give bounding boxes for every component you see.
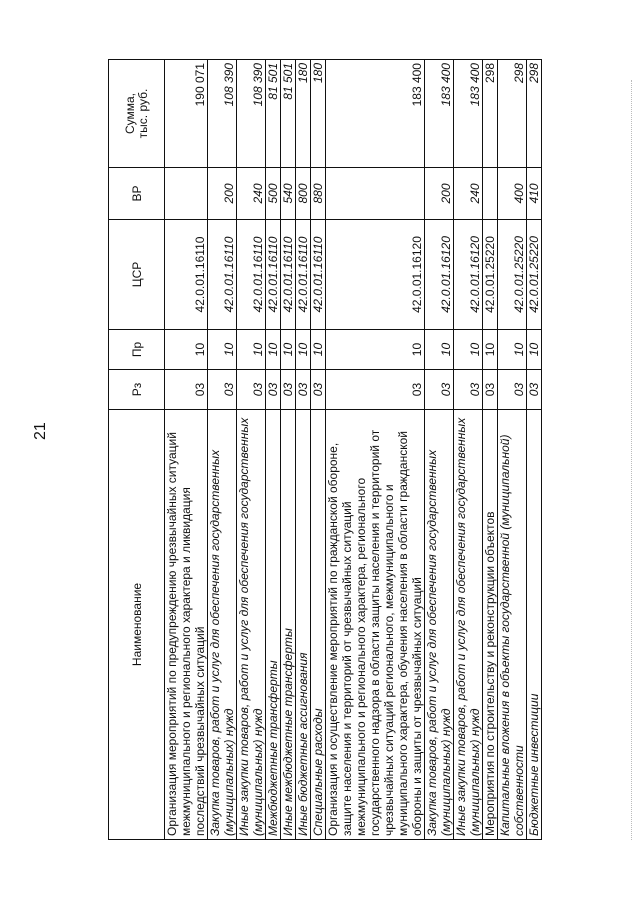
row-vr — [165, 168, 208, 220]
table-row — [208, 60, 237, 840]
row-sum: 108 390 — [237, 60, 266, 168]
row-vr: 540 — [281, 168, 296, 220]
row-csr: 42.0.01.16120 — [454, 220, 483, 330]
row-pr: 10 — [527, 330, 542, 370]
table-row — [483, 60, 498, 840]
row-vr: 410 — [527, 168, 542, 220]
row-csr: 42.0.01.16110 — [208, 220, 237, 330]
table-row — [266, 60, 281, 840]
table-row — [165, 60, 208, 840]
row-rz: 03 — [454, 370, 483, 410]
row-vr — [326, 168, 425, 220]
table-row — [296, 60, 311, 840]
header-pr: Пр — [109, 330, 165, 370]
row-sum: 183 400 — [454, 60, 483, 168]
budget-table — [108, 59, 542, 840]
row-vr — [483, 168, 498, 220]
row-name: Иные бюджетные ассигнования — [296, 410, 311, 840]
row-vr: 880 — [311, 168, 326, 220]
table-row — [425, 60, 454, 840]
header-sum-line2: тыс. руб. — [135, 88, 150, 139]
row-rz: 03 — [165, 370, 208, 410]
row-name: Иные межбюджетные трансферты — [281, 410, 296, 840]
row-csr: 42.0.01.25220 — [498, 220, 527, 330]
row-sum: 180 — [296, 60, 311, 168]
row-csr: 42.0.01.25220 — [527, 220, 542, 330]
header-sum-line1: Сумма, — [122, 92, 137, 135]
rotated-table-wrapper — [108, 60, 540, 840]
table-row — [527, 60, 542, 840]
row-name: Бюджетные инвестиции — [527, 410, 542, 840]
row-sum: 298 — [498, 60, 527, 168]
row-rz: 03 — [311, 370, 326, 410]
row-sum: 298 — [483, 60, 498, 168]
row-name: Специальные расходы — [311, 410, 326, 840]
row-csr: 42.0.01.16110 — [311, 220, 326, 330]
row-vr: 500 — [266, 168, 281, 220]
table-header-row — [109, 60, 165, 840]
row-sum: 81 501 — [266, 60, 281, 168]
table-row — [326, 60, 425, 840]
scan-edge-marks — [627, 80, 632, 840]
row-sum: 81 501 — [281, 60, 296, 168]
row-name: Организация мероприятий по предупреждению чрезвычайных ситуаций межмуниципального и регионального характера и ликвидация последствий чрезвычайных ситуаций — [165, 410, 208, 840]
row-name: Капитальные вложения в объекты государственной (муниципальной) собственности — [498, 410, 527, 840]
row-csr: 42.0.01.16120 — [425, 220, 454, 330]
row-rz: 03 — [425, 370, 454, 410]
row-name: Межбюджетные трансферты — [266, 410, 281, 840]
row-name: Иные закупки товаров, работ и услуг для обеспечения государственных (муниципальных) нужд — [237, 410, 266, 840]
header-sum — [109, 60, 165, 168]
header-vr: ВР — [109, 168, 165, 220]
row-csr: 42.0.01.16110 — [237, 220, 266, 330]
row-vr: 400 — [498, 168, 527, 220]
row-rz: 03 — [266, 370, 281, 410]
row-pr: 10 — [165, 330, 208, 370]
row-pr: 10 — [311, 330, 326, 370]
row-pr: 10 — [296, 330, 311, 370]
row-pr: 10 — [266, 330, 281, 370]
row-vr: 240 — [237, 168, 266, 220]
row-rz: 03 — [237, 370, 266, 410]
row-rz: 03 — [527, 370, 542, 410]
header-csr: ЦСР — [109, 220, 165, 330]
page-number: 21 — [32, 422, 49, 440]
row-pr: 10 — [454, 330, 483, 370]
row-name: Организация и осуществление мероприятий по гражданской обороне, защите населения и территорий от чрезвычайных ситуаций межмуниципального и регионального характера, регионального государственного надзора в области защиты населения и территорий от чрезвычайных ситуаций регионального, межмуниципального и муниципального характера, обучения населения в области гражданской обороны и защиты от чрезвычайных ситуаций — [326, 410, 425, 840]
row-csr: 42.0.01.16110 — [165, 220, 208, 330]
row-csr: 42.0.01.16110 — [281, 220, 296, 330]
row-sum: 183 400 — [425, 60, 454, 168]
row-csr: 42.0.01.25220 — [483, 220, 498, 330]
table-row — [311, 60, 326, 840]
row-csr: 42.0.01.16120 — [326, 220, 425, 330]
row-rz: 03 — [281, 370, 296, 410]
table-row — [281, 60, 296, 840]
row-name: Закупка товаров, работ и услуг для обеспечения государственных (муниципальных) нужд — [208, 410, 237, 840]
row-sum: 108 390 — [208, 60, 237, 168]
row-sum: 190 071 — [165, 60, 208, 168]
table-row — [237, 60, 266, 840]
table-row — [498, 60, 527, 840]
table-row — [454, 60, 483, 840]
row-rz: 03 — [296, 370, 311, 410]
row-vr: 240 — [454, 168, 483, 220]
row-vr: 800 — [296, 168, 311, 220]
row-vr: 200 — [208, 168, 237, 220]
row-rz: 03 — [208, 370, 237, 410]
table-body — [165, 60, 542, 840]
row-rz: 03 — [483, 370, 498, 410]
row-pr: 10 — [483, 330, 498, 370]
row-name: Мероприятия по строительству и реконструкции объектов — [483, 410, 498, 840]
header-name: Наименование — [109, 410, 165, 840]
row-rz: 03 — [326, 370, 425, 410]
row-pr: 10 — [281, 330, 296, 370]
row-csr: 42.0.01.16110 — [296, 220, 311, 330]
row-name: Иные закупки товаров, работ и услуг для обеспечения государственных (муниципальных) нужд — [454, 410, 483, 840]
header-rz: Рз — [109, 370, 165, 410]
row-pr: 10 — [326, 330, 425, 370]
row-pr: 10 — [237, 330, 266, 370]
row-name: Закупка товаров, работ и услуг для обеспечения государственных (муниципальных) нужд — [425, 410, 454, 840]
row-sum: 183 400 — [326, 60, 425, 168]
row-sum: 298 — [527, 60, 542, 168]
row-csr: 42.0.01.16110 — [266, 220, 281, 330]
row-sum: 180 — [311, 60, 326, 168]
row-rz: 03 — [498, 370, 527, 410]
row-pr: 10 — [425, 330, 454, 370]
row-pr: 10 — [498, 330, 527, 370]
row-pr: 10 — [208, 330, 237, 370]
row-vr: 200 — [425, 168, 454, 220]
